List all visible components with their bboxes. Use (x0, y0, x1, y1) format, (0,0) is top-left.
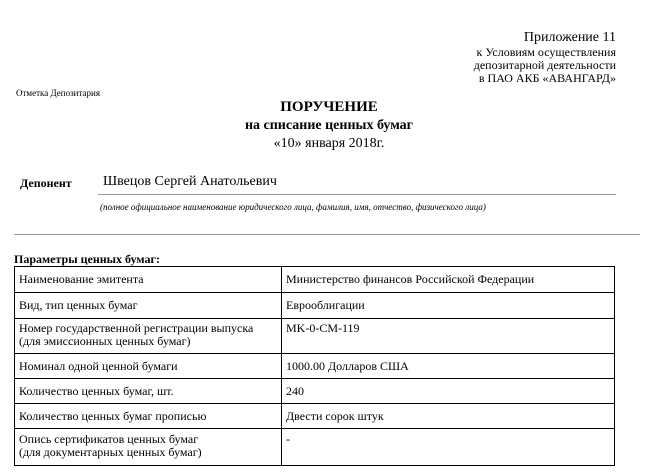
param-label: Вид, тип ценных бумаг (15, 293, 282, 319)
param-value[interactable]: Двести сорок штук (282, 404, 615, 429)
section-divider (14, 234, 640, 235)
parameters-table (14, 266, 615, 466)
table-row (15, 429, 615, 466)
param-value[interactable]: - (282, 429, 615, 466)
table-row (15, 379, 615, 404)
table-row (15, 293, 615, 319)
document-subtitle: на списание ценных бумаг (244, 118, 414, 133)
param-label: Наименование эмитента (15, 267, 282, 293)
appendix-block (474, 30, 616, 85)
appendix-line: к Условиям осуществления (476, 45, 616, 59)
param-label: Номинал одной ценной бумаги (15, 354, 282, 379)
document-title: ПОРУЧЕНИЕ (280, 99, 378, 115)
depositor-name-field[interactable]: Швецов Сергей Анатольевич (103, 174, 277, 189)
table-row (15, 319, 615, 354)
appendix-line: депозитарной деятельности (473, 58, 616, 72)
depository-mark: Отметка Депозитария (16, 88, 100, 98)
appendix-title: Приложение 11 (523, 30, 616, 45)
param-value[interactable]: Министерство финансов Российской Федерации (282, 267, 615, 293)
param-label: Количество ценных бумаг прописью (15, 404, 282, 429)
param-label: Номер государственной регистрации выпуска (19, 321, 254, 335)
param-label-cell (15, 319, 282, 354)
param-label-cell (15, 429, 282, 466)
param-value[interactable]: MK-0-CM-119 (282, 319, 615, 354)
depositor-underline (98, 194, 616, 195)
depositor-hint: (полное официальное наименование юридического лица, фамилия, имя, отчество, физического лица) (100, 202, 486, 212)
table-row (15, 404, 615, 429)
param-value[interactable]: 1000.00 Долларов США (282, 354, 615, 379)
table-row (15, 267, 615, 293)
param-label-note: (для эмиссионных ценных бумаг) (19, 334, 191, 348)
param-label: Количество ценных бумаг, шт. (15, 379, 282, 404)
param-value[interactable]: Еврооблигации (282, 293, 615, 319)
param-label-note: (для документарных ценных бумаг) (19, 445, 202, 459)
document-heading (0, 98, 658, 153)
param-value[interactable]: 240 (282, 379, 615, 404)
table-row (15, 354, 615, 379)
param-label: Опись сертификатов ценных бумаг (19, 432, 199, 446)
document-date: «10» января 2018г. (273, 136, 385, 151)
parameters-title: Параметры ценных бумаг: (14, 252, 160, 266)
depositor-label: Депонент (20, 176, 72, 190)
appendix-line: в ПАО АКБ «АВАНГАРД» (478, 71, 616, 85)
